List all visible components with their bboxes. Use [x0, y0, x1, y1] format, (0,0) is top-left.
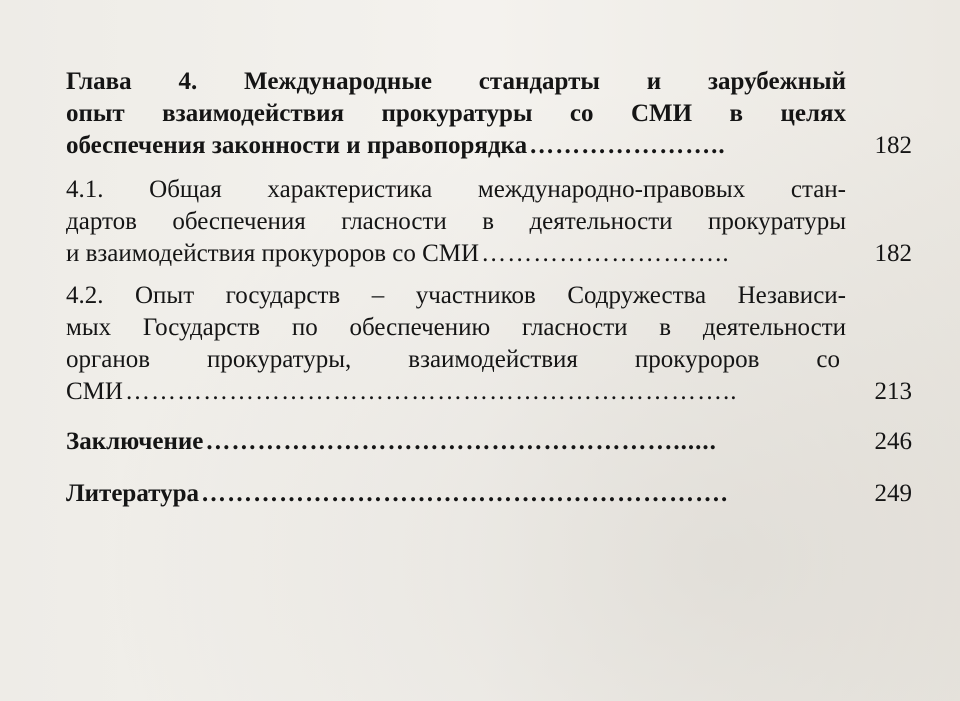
page-number: 213	[874, 378, 912, 405]
toc-entry-text-line: органов прокуратуры, взаимодействия прокуроров со	[66, 346, 840, 373]
toc-entry-last-line	[66, 238, 912, 270]
toc-entry-text: СМИ	[66, 378, 123, 405]
toc-entry-last-line	[66, 130, 912, 162]
toc-entry-text-line: Глава 4. Международные стандарты и зарубежный	[66, 68, 846, 95]
dot-leader: ………………………………………………......	[205, 428, 717, 455]
toc-entry-text: и взаимодействия прокуроров со СМИ	[66, 240, 480, 267]
page-number: 182	[874, 132, 912, 159]
toc-entry-last-line	[66, 426, 912, 458]
dot-leader: …………………..	[529, 132, 726, 159]
table-of-contents	[66, 66, 912, 510]
toc-entry-literature[interactable]	[66, 478, 912, 510]
toc-entry-text-line: опыт взаимодействия прокуратуры со СМИ в целях	[66, 100, 846, 127]
toc-entry-last-line	[66, 376, 912, 408]
page-number: 249	[874, 480, 912, 507]
toc-entry-chapter-4[interactable]	[66, 66, 912, 162]
toc-entry-last-line	[66, 478, 912, 510]
dot-leader: ………………………..	[481, 240, 730, 267]
toc-entry-text-line: дартов обеспечения гласности в деятельности прокуратуры	[66, 208, 846, 235]
toc-entry-text: обеспечения законности и правопорядка	[66, 132, 528, 159]
dot-leader: ……………………………………………………………..	[124, 378, 738, 405]
page-number: 246	[874, 428, 912, 455]
toc-entry-section-4-1[interactable]	[66, 174, 912, 270]
toc-entry-text-line: 4.2. Опыт государств – участников Содружества Независи-	[66, 282, 846, 309]
page-number: 182	[874, 240, 912, 267]
toc-entry-text-line: 4.1. Общая характеристика международно-правовых стан-	[66, 176, 846, 203]
toc-entry-conclusion[interactable]	[66, 426, 912, 458]
toc-entry-section-4-2[interactable]	[66, 280, 912, 408]
dot-leader: …………………………………………………….	[201, 480, 729, 507]
toc-entry-text: Заключение	[66, 428, 204, 455]
toc-entry-text: Литература	[66, 480, 200, 507]
toc-entry-text-line: мых Государств по обеспечению гласности в деятельности	[66, 314, 846, 341]
